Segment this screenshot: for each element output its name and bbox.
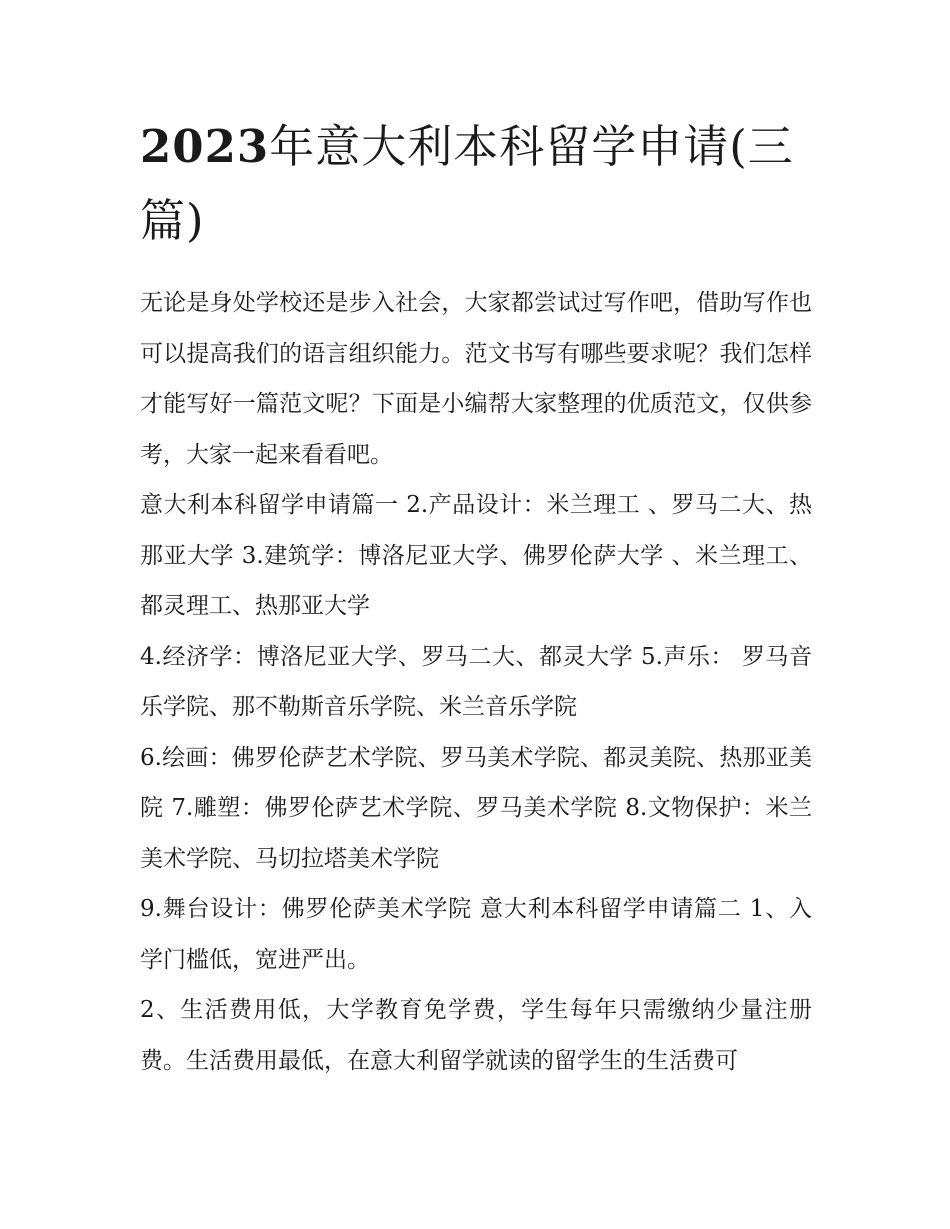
paragraph-5: 2、生活费用低，大学教育免学费，学生每年只需缴纳少量注册费。生活费用最低，在意大利留学就读的留学生的生活费可: [140, 997, 812, 1074]
paragraph-3: 6.绘画：佛罗伦萨艺术学院、罗马美术学院、都灵美院、热那亚美院 7.雕塑：佛罗伦萨艺术学院、罗马美术学院 8.文物保护：米兰美术学院、马切拉塔美术学院: [140, 744, 812, 872]
paragraph-1: 意大利本科留学申请篇一 2.产品设计：米兰理工 、罗马二大、热那亚大学 3.建筑学：博洛尼亚大学、佛罗伦萨大学 、米兰理工、都灵理工、热那亚大学: [140, 492, 812, 619]
title-year: 2023: [140, 120, 270, 173]
title-text: 年意大利本科留学申请(三篇): [140, 120, 794, 247]
paragraph-4: 9.舞台设计：佛罗伦萨美术学院 意大利本科留学申请篇二 1、入学门槛低，宽进严出。: [140, 896, 812, 973]
document-body: [140, 278, 812, 1086]
document-title: [140, 110, 812, 258]
intro-paragraph: 无论是身处学校还是步入社会，大家都尝试过写作吧，借助写作也可以提高我们的语言组织能力。范文书写有哪些要求呢？我们怎样才能写好一篇范文呢？下面是小编帮大家整理的优质范文，仅供参考，大家一起来看看吧。: [140, 290, 812, 468]
document-page: [140, 110, 812, 1086]
paragraph-2: 4.经济学：博洛尼亚大学、罗马二大、都灵大学 5.声乐： 罗马音乐学院、那不勒斯音乐学院、米兰音乐学院: [140, 643, 812, 720]
